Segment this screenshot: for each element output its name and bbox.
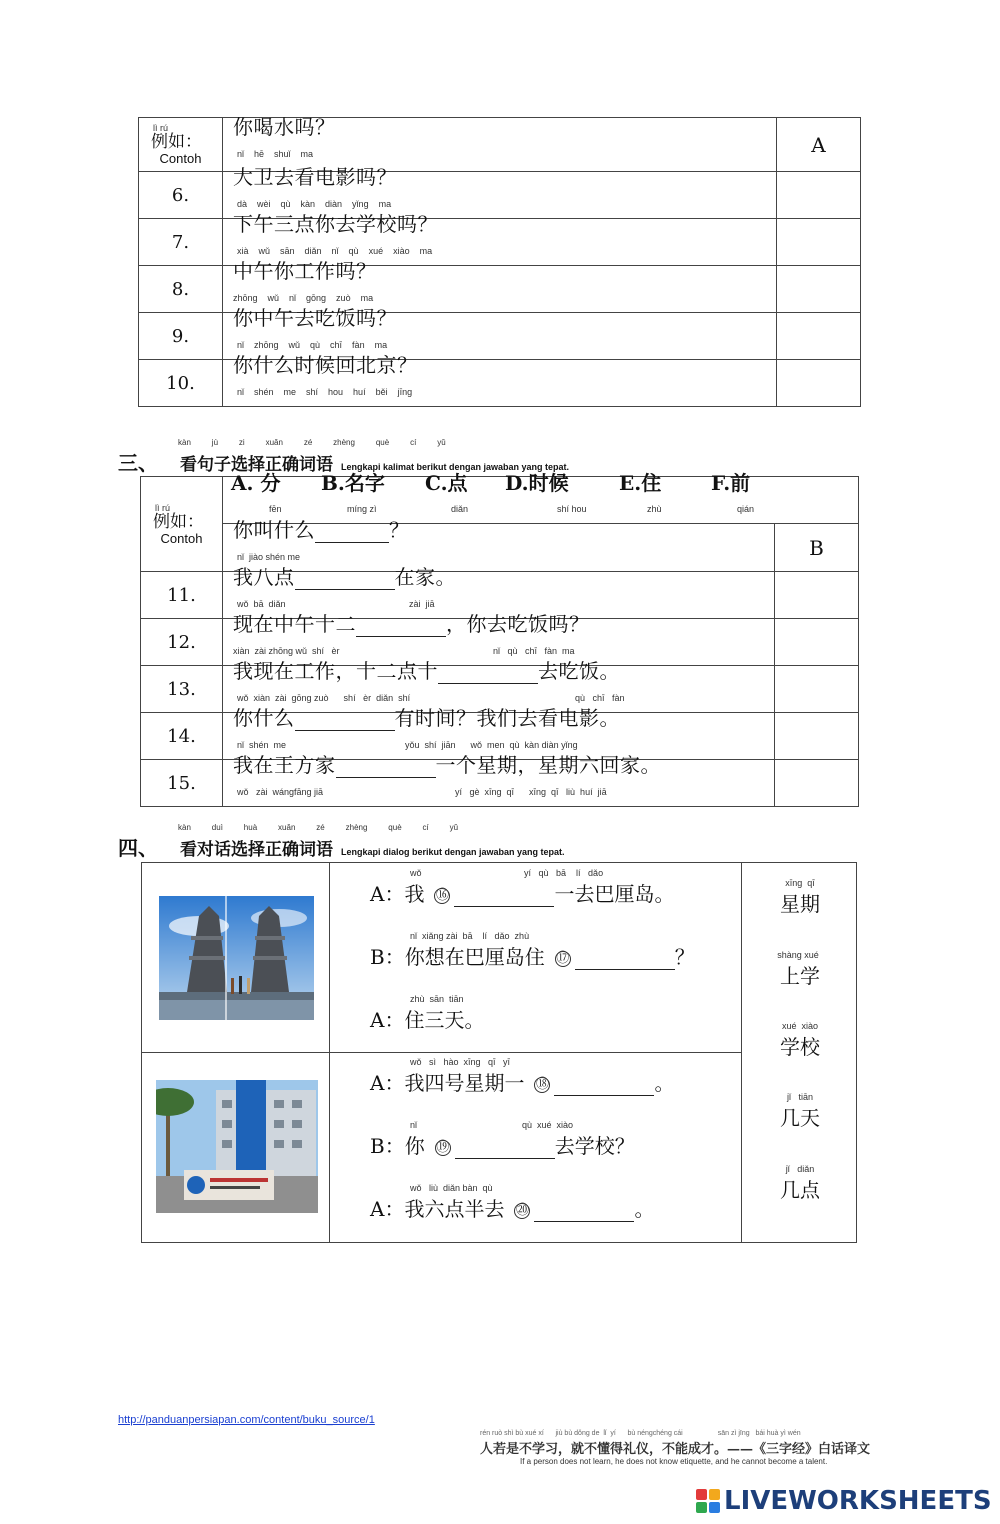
- section-title-indonesian: Lengkapi dialog berikut dengan jawaban yang tepat.: [341, 847, 565, 857]
- blank-line[interactable]: [575, 950, 675, 970]
- sentence-pinyin: nǐ qù chī fàn ma: [493, 646, 575, 656]
- question-number-circle: ⑰: [556, 950, 570, 966]
- speaker-label: A：: [370, 882, 405, 906]
- sentence-text: 你喝水吗？: [233, 114, 336, 139]
- blank-line: [438, 664, 538, 684]
- part2-table: [138, 114, 861, 407]
- logo-text: LIVEWORKSHEETS: [724, 1486, 992, 1516]
- sentence-pinyin: wǒ bā diǎn: [237, 599, 286, 609]
- answer-input-9[interactable]: [777, 324, 860, 348]
- sentence-pinyin: xiàn zài zhōng wǔ shí èr: [233, 646, 340, 656]
- word-option: 几点: [780, 1178, 820, 1202]
- dialog-pinyin: wǒ liù diǎn bàn qù: [410, 1183, 493, 1193]
- quote-english: If a person does not learn, he does not know etiquette, and he cannot become a talent.: [520, 1457, 828, 1466]
- question-number: 10.: [139, 360, 223, 407]
- example-label-pinyin: lì rú: [155, 502, 171, 513]
- sentence-pinyin: nǐ jiào shén me: [237, 551, 301, 562]
- dialog-pinyin: wǒ sì hào xīng qī yī: [410, 1057, 511, 1067]
- quote-chinese: 人若是不学习，就不懂得礼仪，不能成才。——《三字经》白话译文: [480, 1442, 871, 1457]
- sentence-text: 你中午去吃饭吗？: [233, 306, 397, 330]
- example-label-indonesian: Contoh: [159, 151, 202, 166]
- blank-line: [356, 617, 446, 637]
- sentence-pinyin: yǒu shí jiān wǒ men qù kàn diàn yǐng: [405, 740, 578, 750]
- word-option: 星期: [780, 892, 820, 916]
- question-number: 14.: [141, 713, 223, 760]
- answer-box[interactable]: [777, 219, 861, 266]
- example-label-pinyin: lì rú: [153, 123, 169, 133]
- part3-title-pinyin: kàn jù zi xuǎn zé zhèng què cí yǔ: [178, 438, 446, 447]
- answer-box[interactable]: [777, 172, 861, 219]
- section-title-chinese: 看对话选择正确词语: [180, 840, 333, 860]
- word-pinyin: jǐ diǎn: [785, 1164, 815, 1174]
- blank-line[interactable]: [454, 887, 554, 907]
- dialog-pinyin: nǐ qù xué xiào: [410, 1120, 574, 1130]
- quote-pinyin: rén ruò shì bù xué xí jiù bù dǒng de lǐ yí bù néngchéng cái sān zì jīng bái huà yì wén: [480, 1430, 801, 1437]
- sentence-pinyin: nǐ shén me shí hou huí běi jīng: [237, 387, 413, 397]
- example-label-chinese: 例如：: [151, 132, 202, 152]
- example-label: [139, 118, 223, 172]
- sentence-pinyin: wǒ xiàn zài gōng zuò shí èr diǎn shí: [237, 693, 411, 703]
- school-illustration: [156, 1080, 318, 1213]
- sentence-text: 大卫去看电影吗？: [233, 165, 397, 189]
- word-pinyin: xué xiào: [781, 1021, 819, 1031]
- liveworksheets-logo: [696, 1486, 992, 1516]
- question-number: 13.: [141, 666, 223, 713]
- option-d: D.时候: [505, 471, 569, 495]
- divider: [741, 862, 742, 1243]
- question-number-circle: ⑳: [515, 1202, 529, 1218]
- sentence-text: 现在中午十二 ，你去吃饭吗？: [233, 612, 590, 636]
- option-b: B.名字: [321, 471, 385, 495]
- question-number-circle: ⑱: [535, 1076, 549, 1092]
- option-pinyin: zhù: [647, 504, 662, 514]
- answer-input-13[interactable]: [775, 677, 858, 701]
- dialog-line: B：你想在巴厘岛住 ⑰ ？: [370, 945, 695, 969]
- word-option: 几天: [780, 1106, 820, 1130]
- answer-input-10[interactable]: [777, 371, 860, 395]
- sentence-pinyin: wǒ zài wángfāng jiā: [237, 787, 324, 797]
- answer-input-7[interactable]: [777, 230, 860, 254]
- section-number: 三、: [118, 451, 158, 475]
- part4-title-pinyin: kàn duì huà xuǎn zé zhèng què cí yǔ: [178, 823, 459, 832]
- option-pinyin: shí hou: [557, 504, 587, 514]
- speaker-label: B：: [370, 1134, 405, 1158]
- answer-box[interactable]: [775, 572, 859, 619]
- blank-line: [315, 523, 389, 543]
- answer-box[interactable]: [775, 619, 859, 666]
- question-number: 11.: [141, 572, 223, 619]
- question-number-circle: ⑯: [435, 887, 449, 903]
- sentence-pinyin: nǐ hē shuǐ ma: [237, 148, 314, 159]
- blank-line[interactable]: [455, 1139, 555, 1159]
- source-link[interactable]: http://panduanpersiapan.com/content/buku_source/1: [118, 1414, 375, 1426]
- option-e: E.住: [619, 471, 662, 495]
- speaker-label: A：: [370, 1008, 405, 1032]
- example-answer: A: [777, 118, 861, 172]
- example-label: [141, 477, 223, 572]
- option-pinyin: fēn: [269, 504, 282, 514]
- sentence-pinyin: dà wèi qù kàn diàn yǐng ma: [237, 199, 392, 209]
- example-label-indonesian: Contoh: [160, 530, 203, 546]
- question-number: 9.: [139, 313, 223, 360]
- answer-box[interactable]: [775, 760, 859, 807]
- option-pinyin: diǎn: [451, 504, 469, 514]
- answer-input-8[interactable]: [777, 277, 860, 301]
- section-title-indonesian: Lengkapi kalimat berikut dengan jawaban yang tepat.: [341, 462, 570, 472]
- part4-title: [118, 832, 565, 861]
- blank-line: [295, 711, 395, 731]
- part3-table: [140, 471, 859, 807]
- sentence-text: 你什么 有时间？我们去看电影。: [233, 706, 620, 730]
- divider: [141, 1052, 741, 1053]
- bali-temple-image: [159, 896, 314, 1020]
- answer-box[interactable]: [775, 666, 859, 713]
- sentence-text: 我八点 在家。: [233, 565, 456, 589]
- word-pinyin: xīng qī: [785, 878, 815, 888]
- sentence-cell: [223, 353, 777, 407]
- sentence-pinyin: nǐ zhōng wǔ qù chī fàn ma: [237, 340, 388, 350]
- blank-line[interactable]: [554, 1076, 654, 1096]
- question-number: 7.: [139, 219, 223, 266]
- dialog-pinyin: nǐ xiǎng zài bā lí dǎo zhù: [410, 931, 530, 941]
- sentence-text: 你叫什么 ？: [233, 517, 410, 542]
- sentence-pinyin: xià wǔ sān diǎn nǐ qù xué xiào ma: [237, 246, 433, 256]
- speaker-label: A：: [370, 1071, 405, 1095]
- blank-line: [336, 758, 436, 778]
- blank-line: [295, 570, 395, 590]
- blank-line[interactable]: [534, 1202, 634, 1222]
- sentence-text: 中午你工作吗？: [233, 259, 377, 283]
- option-pinyin: qián: [737, 504, 755, 514]
- dialog-line: B：你 ⑲ 去学校？: [370, 1134, 635, 1158]
- example-label-chinese: 例如：: [153, 511, 204, 532]
- bali-temple-illustration: [159, 896, 314, 1020]
- question-number: 12.: [141, 619, 223, 666]
- sentence-text: 你什么时候回北京？: [233, 353, 418, 377]
- example-answer: B: [775, 524, 859, 572]
- question-number: 15.: [141, 760, 223, 807]
- sentence-pinyin: yí gè xīng qī xīng qī liù huí jiā: [455, 787, 607, 797]
- answer-box[interactable]: [777, 266, 861, 313]
- table-row: [139, 360, 861, 407]
- question-number: 8.: [139, 266, 223, 313]
- section-number: 四、: [118, 836, 158, 860]
- answer-input-15[interactable]: [775, 771, 858, 795]
- word-pinyin: shàng xué: [777, 950, 819, 960]
- sentence-text: 下午三点你去学校吗？: [233, 212, 438, 236]
- dialog-line: A：住三天。: [370, 1008, 485, 1032]
- question-number: 6.: [139, 172, 223, 219]
- question-number-circle: ⑲: [436, 1139, 450, 1155]
- sentence-text: 我现在工作，十二点十 去吃饭。: [233, 659, 620, 683]
- dialog-pinyin: wǒ yí qù bā lí dǎo: [410, 868, 604, 878]
- answer-box[interactable]: [775, 713, 859, 760]
- sentence-text: 我在王方家 一个星期，星期六回家。: [233, 753, 661, 777]
- sentence-cell: [223, 753, 775, 807]
- option-pinyin: míng zì: [347, 504, 377, 514]
- answer-input-12[interactable]: [775, 630, 858, 654]
- option-a: A. 分: [231, 471, 281, 495]
- table-row: [141, 760, 859, 807]
- sentence-pinyin: qù chī fàn: [575, 693, 625, 703]
- dialog-line: A：我 ⑯ 一去巴厘岛。: [370, 882, 675, 906]
- answer-input-11[interactable]: [775, 583, 858, 607]
- logo-squares-icon: [696, 1489, 720, 1513]
- option-f: F.前: [711, 471, 751, 495]
- sentence-pinyin: zài jiā: [409, 599, 435, 609]
- sentence-pinyin: zhōng wǔ nǐ gōng zuò ma: [233, 293, 374, 303]
- dialog-pinyin: zhù sān tiān: [410, 994, 464, 1004]
- option-c: C.点: [425, 471, 468, 495]
- word-pinyin: jǐ tiān: [786, 1092, 813, 1102]
- answer-box[interactable]: [777, 360, 861, 407]
- section-title-chinese: 看句子选择正确词语: [180, 455, 333, 475]
- school-building-image: [156, 1080, 318, 1213]
- sentence-pinyin: nǐ shén me: [237, 740, 287, 750]
- word-option: 学校: [780, 1035, 820, 1059]
- speaker-label: A：: [370, 1197, 405, 1221]
- word-option: 上学: [780, 964, 820, 988]
- answer-box[interactable]: [777, 313, 861, 360]
- answer-input-6[interactable]: [777, 183, 860, 207]
- speaker-label: B：: [370, 945, 405, 969]
- answer-input-14[interactable]: [775, 724, 858, 748]
- dialog-line: A：我四号星期一 ⑱ 。: [370, 1071, 675, 1095]
- dialog-line: A：我六点半去 ⑳ 。: [370, 1197, 655, 1221]
